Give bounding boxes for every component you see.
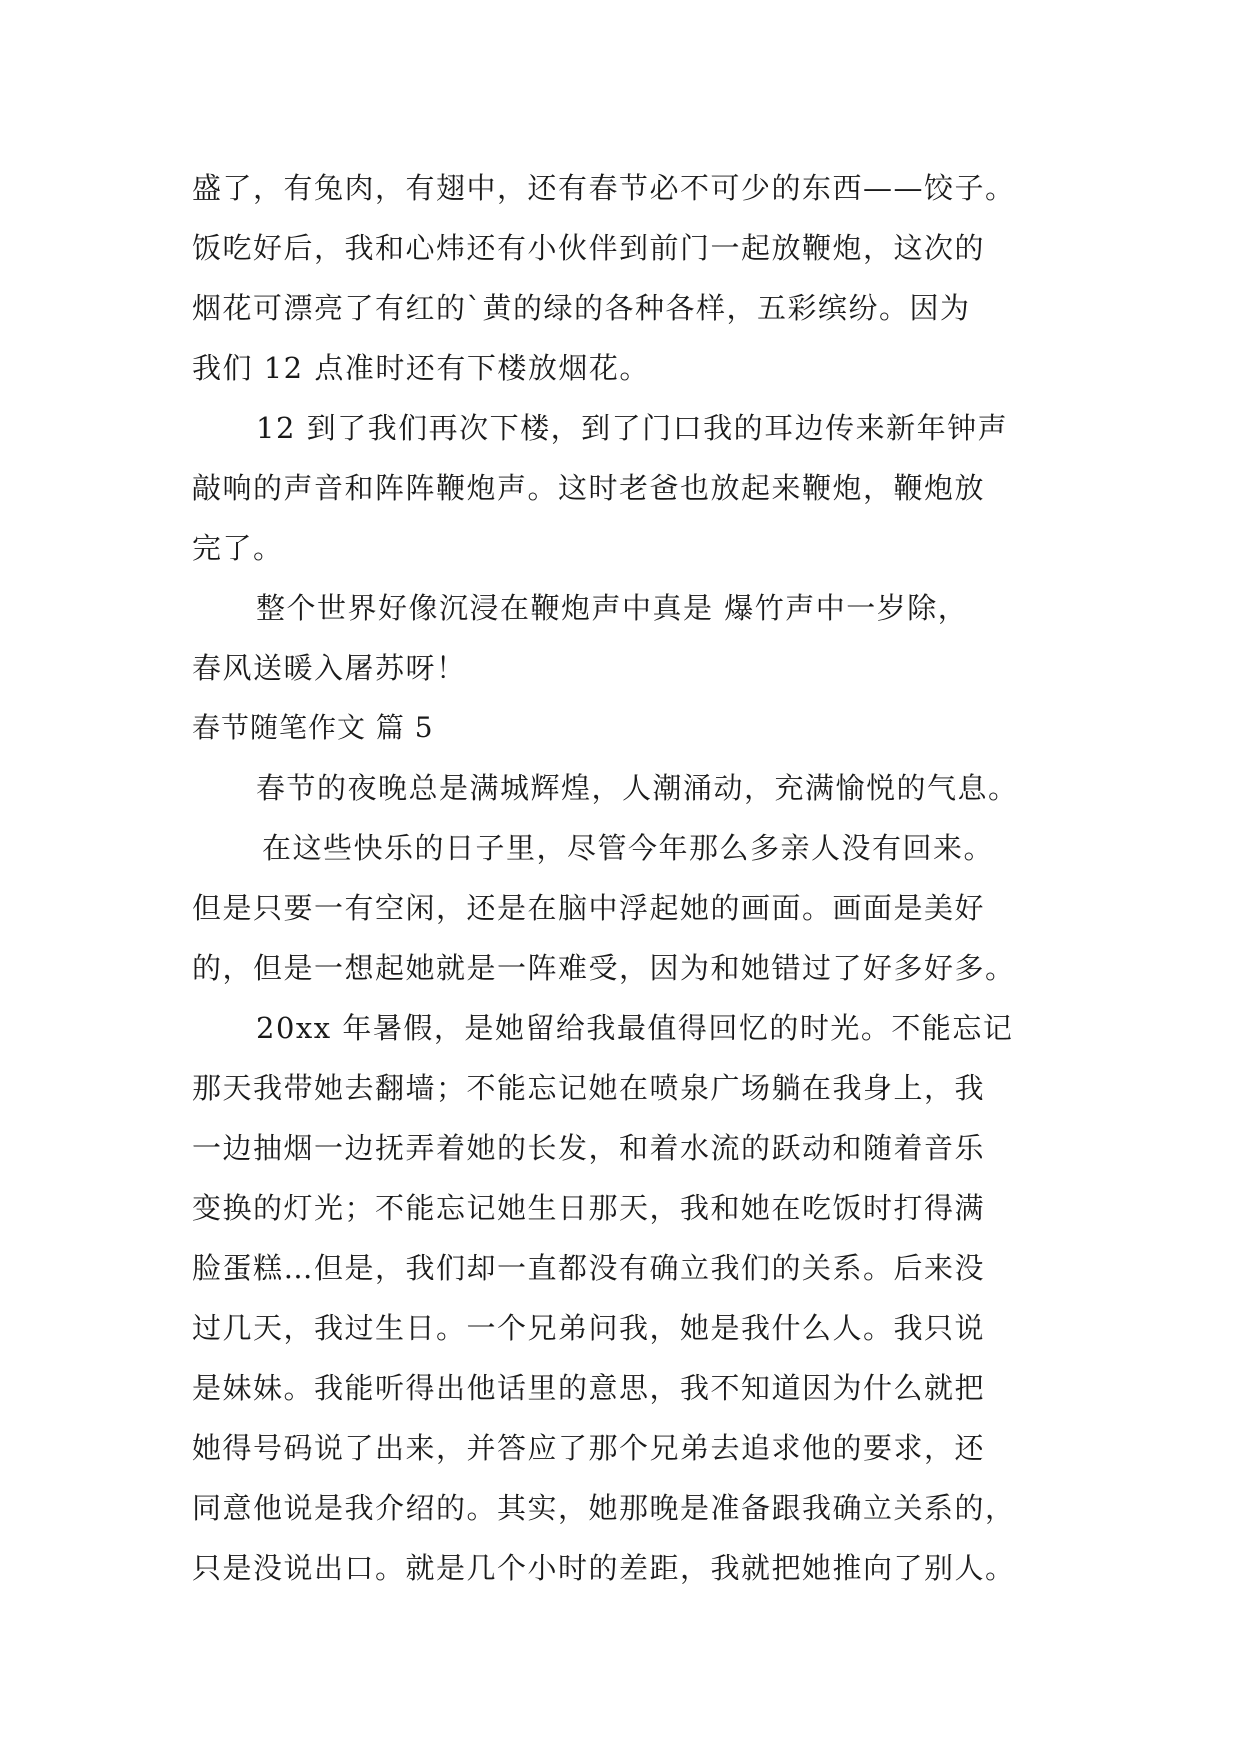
text-line: 的，但是一想起她就是一阵难受，因为和她错过了好多好多。 — [192, 951, 1016, 985]
text-line: 变换的灯光；不能忘记她生日那天，我和她在吃饭时打得满 — [192, 1191, 986, 1225]
text-line: 春风送暖入屠苏呀！ — [192, 651, 467, 685]
text-line: 敲响的声音和阵阵鞭炮声。这时老爸也放起来鞭炮，鞭炮放 — [192, 471, 986, 505]
text-line: 脸蛋糕…但是，我们却一直都没有确立我们的关系。后来没 — [192, 1251, 986, 1285]
text-line: 完了。 — [192, 531, 284, 565]
text-line: 过几天，我过生日。一个兄弟问我，她是我什么人。我只说 — [192, 1311, 986, 1345]
paragraph-first-line: 整个世界好像沉浸在鞭炮声中真是 爆竹声中一岁除， — [256, 591, 969, 625]
text-line: 那天我带她去翻墙；不能忘记她在喷泉广场躺在我身上，我 — [192, 1071, 986, 1105]
text-line: 一边抽烟一边抚弄着她的长发，和着水流的跃动和随着音乐 — [192, 1131, 986, 1165]
text-line: 是妹妹。我能听得出他话里的意思，我不知道因为什么就把 — [192, 1371, 986, 1405]
paragraph-first-line: 春节的夜晚总是满城辉煌，人潮涌动，充满愉悦的气息。 — [256, 771, 1019, 805]
text-line: 饭吃好后，我和心炜还有小伙伴到前门一起放鞭炮，这次的 — [192, 231, 986, 265]
text-line: 她得号码说了出来，并答应了那个兄弟去追求他的要求，还 — [192, 1431, 986, 1465]
text-line: 同意他说是我介绍的。其实，她那晚是准备跟我确立关系的， — [192, 1491, 1016, 1525]
text-line: 烟花可漂亮了有红的`黄的绿的各种各样，五彩缤纷。因为 — [192, 291, 971, 325]
paragraph-first-line: 在这些快乐的日子里，尽管今年那么多亲人没有回来。 — [262, 831, 995, 865]
document-body — [192, 158, 1062, 1598]
text-line: 但是只要一有空闲，还是在脑中浮起她的画面。画面是美好 — [192, 891, 986, 925]
text-line: 只是没说出口。就是几个小时的差距，我就把她推向了别人。 — [192, 1551, 1016, 1585]
text-line: 我们 12 点准时还有下楼放烟花。 — [192, 351, 650, 385]
text-line: 盛了，有兔肉，有翅中，还有春节必不可少的东西——饺子。 — [192, 171, 1016, 205]
paragraph-first-line: 12 到了我们再次下楼，到了门口我的耳边传来新年钟声 — [256, 411, 1009, 445]
section-heading: 春节随笔作文 篇 5 — [192, 711, 434, 744]
paragraph-first-line: 20xx 年暑假，是她留给我最值得回忆的时光。不能忘记 — [256, 1011, 1014, 1045]
